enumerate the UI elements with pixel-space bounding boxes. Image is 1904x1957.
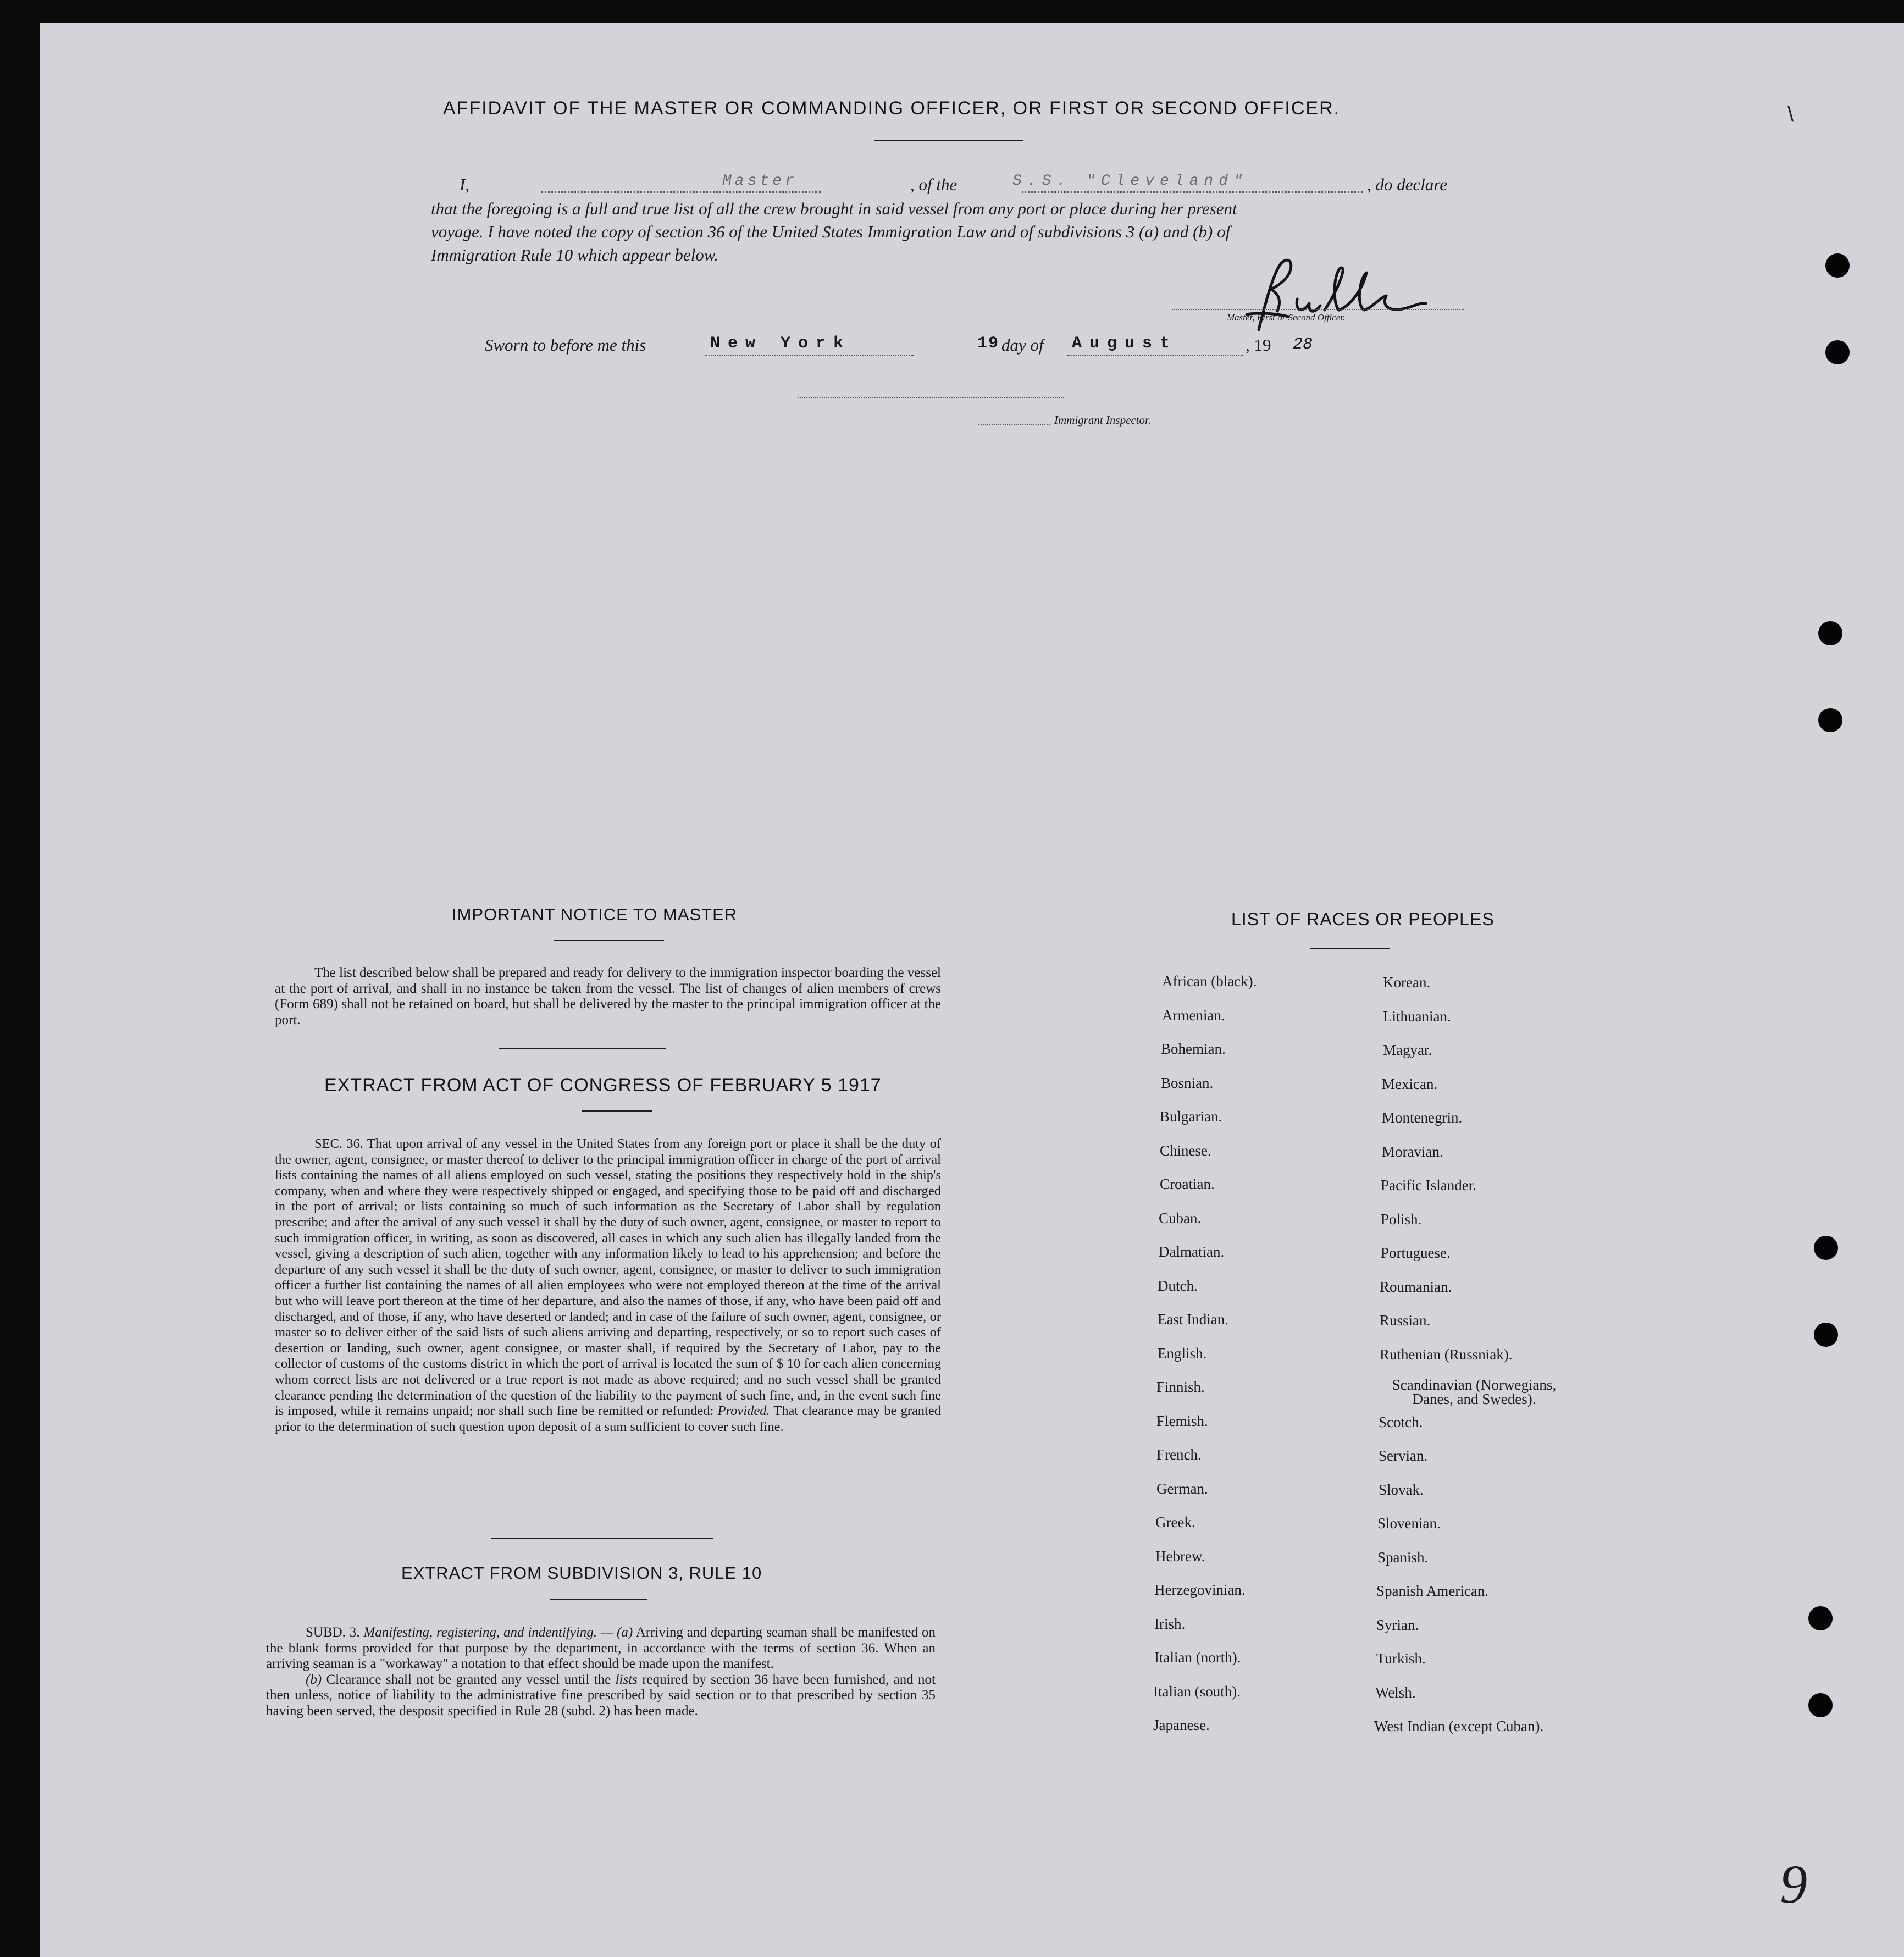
punch-hole [1814, 1236, 1838, 1260]
sworn-place: New York [710, 334, 851, 353]
affidavit-text-do-declare: , do declare [1367, 175, 1448, 194]
signature-line [1172, 309, 1464, 310]
race-item: Polish. [1381, 1210, 1422, 1228]
race-item: Mexican. [1382, 1075, 1438, 1092]
race-item: Irish. [1154, 1615, 1186, 1632]
race-item: Pacific Islander. [1381, 1177, 1476, 1193]
act-extract-body-end: That clearance may be granted prior to the determination of such question upon deposit of a sum sufficient to cover such fine. [275, 1403, 941, 1434]
rule-extract-rule [550, 1599, 647, 1600]
race-item: East Indian. [1158, 1311, 1228, 1328]
punch-hole [1825, 340, 1850, 364]
sworn-year-suffix: 28 [1293, 335, 1313, 354]
filled-name: Master [722, 173, 798, 190]
signer-caption: Master, First or Second Officer. [1227, 312, 1346, 323]
race-item: Scandinavian (Norwegians, Danes, and Swedes). [1392, 1376, 1557, 1407]
punch-hole [1825, 253, 1850, 278]
race-item: Scotch. [1379, 1413, 1423, 1430]
race-item: Hebrew. [1155, 1547, 1205, 1565]
sworn-day-of: day of [1001, 335, 1044, 355]
race-item: Montenegrin. [1382, 1109, 1463, 1126]
races-rule [1310, 948, 1390, 949]
sworn-place-blank[interactable] [705, 355, 914, 356]
race-item: Chinese. [1160, 1142, 1211, 1159]
race-item: Slovak. [1379, 1481, 1424, 1498]
race-item: Herzegovinian. [1154, 1582, 1246, 1598]
sworn-month: August [1072, 334, 1178, 353]
race-item: Turkish. [1376, 1650, 1426, 1667]
punch-hole [1818, 708, 1842, 732]
race-item: English. [1158, 1345, 1207, 1362]
rule-extract-subd-label: SUBD. 3. [306, 1625, 360, 1640]
race-item: Finnish. [1156, 1379, 1205, 1395]
race-item: Roumanian. [1380, 1278, 1452, 1295]
race-item: Lithuanian. [1383, 1008, 1451, 1025]
punch-hole [1818, 621, 1842, 645]
affidavit-line-3: voyage. I have noted the copy of section 36 of the United States Immigration Law and of subdivisions 3 (a) and (b) of [431, 222, 1231, 241]
affidavit-line-2: that the foregoing is a full and true list of all the crew brought in said vessel from any port or place during her present [431, 199, 1237, 218]
race-item: Dutch. [1158, 1277, 1198, 1294]
race-item: Korean. [1383, 974, 1431, 991]
race-item: Japanese. [1153, 1717, 1210, 1733]
race-item: Moravian. [1382, 1143, 1443, 1160]
punch-hole [1814, 1323, 1838, 1347]
affidavit-text-i: I, [460, 175, 470, 194]
race-item: Italian (north). [1154, 1649, 1241, 1666]
inspector-signature-line-1 [798, 397, 1064, 398]
affidavit-title: AFFIDAVIT OF THE MASTER OR COMMANDING OFFICER, OR FIRST OR SECOND OFFICER. [443, 98, 1341, 119]
race-item: Welsh. [1375, 1684, 1416, 1701]
race-item: West Indian (except Cuban). [1374, 1718, 1544, 1734]
race-item: French. [1156, 1446, 1202, 1463]
race-item: Bulgarian. [1160, 1108, 1222, 1125]
notice-rule [554, 940, 664, 941]
race-item: German. [1156, 1480, 1208, 1497]
race-item: Italian (south). [1153, 1683, 1241, 1700]
race-item: Croatian. [1160, 1176, 1215, 1192]
race-item: Slovenian. [1377, 1515, 1441, 1532]
race-item: Greek. [1155, 1514, 1195, 1530]
race-item: Dalmatian. [1159, 1243, 1225, 1260]
race-item: Flemish. [1156, 1412, 1208, 1429]
rule-extract-subd-b-pre: Clearance shall not be granted any vessel until the [326, 1672, 611, 1687]
sworn-prefix: Sworn to before me this [485, 335, 646, 355]
rule-extract-subd-b-post: required by section 36 have been furnished, and not then unless, notice of liability to the administrative fine prescribed by said section or to that prescribed by section 35 having been served, the desposit specified in Rule 28 (subd. 2) has been made. [266, 1672, 936, 1718]
affidavit-line-4: Immigration Rule 10 which appear below. [431, 245, 718, 264]
inspector-caption: Immigrant Inspector. [1054, 413, 1152, 427]
race-item: African (black). [1162, 973, 1257, 989]
races-title: LIST OF RACES OR PEOPLES [1231, 909, 1495, 929]
act-extract-title: EXTRACT FROM ACT OF CONGRESS OF FEBRUARY 5 1917 [324, 1075, 882, 1096]
race-item: Bosnian. [1161, 1074, 1214, 1091]
act-extract-provided: Provided. [717, 1403, 770, 1419]
race-item: Portuguese. [1381, 1245, 1451, 1261]
race-item: Ruthenian (Russniak). [1380, 1346, 1513, 1363]
race-item: Magyar. [1383, 1042, 1432, 1058]
sworn-year-prefix: , 19 [1246, 335, 1271, 355]
rule-extract-subd-heading: Manifesting, registering, and indentifying. — (a) [363, 1625, 633, 1640]
rule-extract-subd-b-label: (b) [306, 1672, 322, 1687]
act-extract-paragraph [275, 1136, 941, 1435]
race-item: Bohemian. [1161, 1041, 1226, 1057]
inspector-signature-line-2 [978, 424, 1050, 425]
act-extract-end-rule [491, 1538, 713, 1539]
punch-hole [1808, 1693, 1833, 1717]
rule-extract-subd-b-lists: lists [615, 1672, 638, 1687]
sworn-line [485, 335, 1364, 360]
title-rule [874, 140, 1023, 141]
name-blank[interactable] [541, 191, 821, 193]
vessel-blank[interactable] [1022, 191, 1363, 193]
race-item: Spanish. [1377, 1549, 1429, 1566]
rule-extract-title: EXTRACT FROM SUBDIVISION 3, RULE 10 [401, 1563, 762, 1583]
rule-extract-paragraph [266, 1625, 936, 1719]
filled-vessel: S.S. "Cleveland" [1012, 173, 1248, 190]
race-item: Servian. [1379, 1447, 1428, 1464]
punch-hole [1808, 1606, 1833, 1630]
margin-tick-mark: \ [1787, 102, 1794, 126]
notice-body: The list described below shall be prepared and ready for delivery to the immigration inspector boarding the vessel at the port of arrival, and shall in no instance be taken from the vessel. The list of changes of alien members of crews (Form 689) shall not be retained on board, but shall be delivered by the master to the principal immigration officer at the port. [275, 965, 941, 1027]
act-extract-rule [582, 1110, 652, 1112]
affidavit-line-1 [431, 175, 1470, 197]
notice-title: IMPORTANT NOTICE TO MASTER [452, 905, 738, 924]
page-number: 9 [1780, 1854, 1807, 1915]
affidavit-text-of-the: , of the [910, 175, 957, 194]
race-item: Cuban. [1159, 1209, 1202, 1226]
notice-end-rule [499, 1048, 666, 1049]
race-item: Russian. [1380, 1312, 1431, 1329]
sworn-month-blank[interactable] [1067, 355, 1243, 356]
sworn-day: 19 [977, 334, 1000, 353]
race-item: Armenian. [1162, 1007, 1225, 1024]
race-item: Syrian. [1376, 1616, 1419, 1633]
act-extract-body: SEC. 36. That upon arrival of any vessel in the United States from any foreign port or place it shall be the duty of the owner, agent, consignee, or master thereof to deliver to the principal immigration officer in charge of the port of arrival lists containing the names of all aliens employed on such vessel, stating the positions they respectively hold in the ship's company, when and where they were respectively shipped or engaged, and specifying those to be paid off and discharged in the port of arrival; or lists containing so much of such information as the Secretary of Labor shall by regulation prescribe; and after the arrival of any such vessel it shall by the duty of such owner, agent, consignee, or master to report to such immigration officer, in writing, as soon as discovered, all cases in which any such alien has illegally landed from the vessel, giving a description of such alien, together with any information likely to lead to his apprehension; and before the departure of any such vessel it shall be the duty of such owner, agent, consignee, or master to deliver to such immigration officer a further list containing the names of all alien employees who were not employed thereon at the time of the arrival but who will leave port thereon at the time of her departure, and also the names of those, if any, who have been paid off and discharged, and of those, if any, who have deserted or landed; and in case of the failure of such owner, agent, consignee, or master so to deliver either of the said lists of such aliens arriving and departing, respectively, or so to report such cases of desertion or landing, such owner, agent consignee, or master shall, if required by the Secretary of Labor, pay to the collector of customs of the customs district in which the port of arrival is located the sum of $ 10 for each alien concerning whom correct lists are not delivered or a true report is not made as above required; and no such vessel shall be granted clearance pending the determination of the question of the liability to the payment of such fine, and, in the event such fine is imposed, while it remains unpaid; nor shall such fine be remitted or refunded: [275, 1136, 941, 1419]
race-item: Spanish American. [1376, 1583, 1488, 1599]
rule-extract-subd-a: Arriving and departing seaman shall be manifested on the blank forms provided for that purpose by the department, in accordance with the terms of section 36. When an arriving seaman is a "workaway" a notation to that effect should be made upon the manifest. [266, 1625, 936, 1671]
notice-paragraph [275, 965, 941, 1028]
